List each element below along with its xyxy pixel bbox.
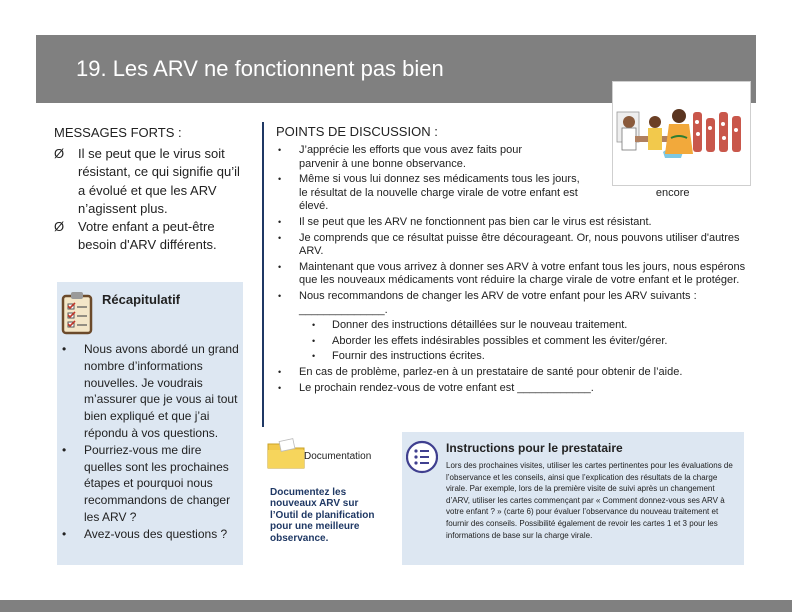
- list-item: [276, 382, 746, 396]
- recap-item-text: Pourriez-vous me dire quelles sont les prochaines étapes et pourquoi nous recommandons de changer les ARV ?: [84, 442, 231, 524]
- bullet-icon: •: [278, 382, 282, 393]
- bullet-icon: •: [312, 320, 316, 331]
- discussion-text: En cas de problème, parlez-en à un prestataire de santé pour obtenir de l’aide.: [299, 365, 683, 378]
- key-message-item: [54, 145, 250, 218]
- bullet-icon: •: [278, 290, 282, 301]
- clinic-illustration: [612, 81, 751, 186]
- recap-list: [60, 341, 242, 543]
- bullet-icon: •: [312, 335, 316, 346]
- discussion-text: Nous recommandons de changer les ARV de votre enfant pour les ARV suivants :: [299, 289, 697, 302]
- arrow-bullet-icon: Ø: [54, 219, 65, 235]
- list-item: [276, 232, 746, 259]
- list-item: [276, 290, 746, 317]
- list-item: [276, 366, 746, 380]
- list-item: [276, 319, 746, 333]
- discussion-text: encore: [655, 186, 690, 199]
- bullet-icon: •: [278, 232, 282, 243]
- discussion-text: Fournir des instructions écrites.: [332, 350, 485, 363]
- bullet-icon: •: [62, 342, 67, 356]
- list-item: [276, 350, 746, 364]
- divider: [262, 122, 264, 427]
- discussion-text: Je comprends que ce résultat puisse être décourageant. Or, nous pouvons utiliser d'autres ARV.: [299, 231, 740, 258]
- discussion-text: Donner des instructions détaillées sur le nouveau traitement.: [332, 319, 628, 332]
- recap-item-text: Nous avons abordé un grand nombre d’informations nouvelles. Je voudrais m’assurer que je vous ai tout bien expliqué et que j’ai répondu à vos questions.: [84, 342, 239, 440]
- bullet-icon: •: [278, 261, 282, 272]
- bullet-icon: •: [278, 216, 282, 227]
- recap-title: Récapitulatif: [102, 292, 181, 307]
- recap-item-text: Avez-vous des questions ?: [84, 526, 228, 541]
- discussion-text: Aborder les effets indésirables possibles et comment les éviter/gérer.: [332, 334, 668, 347]
- list-item: [276, 335, 746, 349]
- folder-icon: [266, 438, 306, 470]
- list-item: [60, 442, 242, 526]
- key-messages-title: MESSAGES FORTS :: [54, 125, 182, 140]
- discussion-text: Même si vous lui donnez ses médicaments tous les jours,: [299, 173, 580, 186]
- list-item: [276, 216, 746, 230]
- key-message-item: [54, 218, 250, 254]
- documentation-text: Documentez les nouveaux ARV sur l’Outil de planification pour une meilleure observance.: [270, 487, 375, 544]
- blank-field: ______________.: [299, 303, 388, 316]
- key-messages: [54, 124, 250, 254]
- bullet-icon: •: [278, 145, 282, 155]
- list-icon: [406, 438, 438, 476]
- bullet-icon: •: [278, 174, 282, 185]
- discussion-title: POINTS DE DISCUSSION :: [276, 124, 438, 139]
- bullet-icon: •: [278, 366, 282, 377]
- key-message-text: Il se peut que le virus soit résistant, ce qui signifie qu’il a évolué et que les ARV n’agissent plus.: [78, 146, 240, 216]
- discussion-text: élevé.: [299, 200, 329, 213]
- bullet-icon: •: [312, 351, 316, 362]
- documentation-label: Documentation: [304, 451, 372, 462]
- bullet-icon: •: [62, 526, 67, 541]
- list-item: [276, 261, 746, 288]
- instructions-title: Instructions pour le prestataire: [446, 441, 623, 455]
- discussion-text: Maintenant que vous arrivez à donner ses ARV à votre enfant tous les jours, nous espérons que les nouveaux médicaments vont réduire la charge virale de votre enfant et le protéger.: [299, 260, 746, 287]
- checklist-icon: [60, 291, 96, 340]
- instructions-text: Lors des prochaines visites, utiliser les cartes pertinentes pour les évaluations de l’observance et les conseils, ainsi que l’explication des résultats de la charge virale. Par exemple, lors de la première visite de suivi après un changement d’ARV, utiliser les cartes commençant par « Comment donnez-vous ses ARV à votre enfant ? » (carte 6) pour évaluer l’observance du nouveau traitement et fournir des conseils. Possibilité également de revoir les cartes 1 et 3 pour les informations de base sur la charge virale.: [446, 461, 733, 540]
- discussion-text: Il se peut que les ARV ne fonctionnent pas bien car le virus est résistant.: [299, 215, 652, 228]
- footer-bar: [0, 600, 792, 612]
- discussion-text: le résultat de la nouvelle charge virale de votre enfant est: [299, 186, 578, 199]
- page-title: 19. Les ARV ne fonctionnent pas bien: [76, 56, 444, 81]
- discussion-text: J’apprécie les efforts que vous avez faits pour parvenir à une bonne observance.: [299, 144, 522, 170]
- list-item: [60, 526, 242, 543]
- arrow-bullet-icon: Ø: [54, 146, 65, 162]
- key-message-text: Votre enfant a peut-être besoin d'ARV différents.: [78, 219, 217, 253]
- discussion-text: Le prochain rendez-vous de votre enfant est ____________.: [299, 381, 594, 394]
- list-item: [60, 341, 242, 442]
- bullet-icon: •: [62, 442, 67, 457]
